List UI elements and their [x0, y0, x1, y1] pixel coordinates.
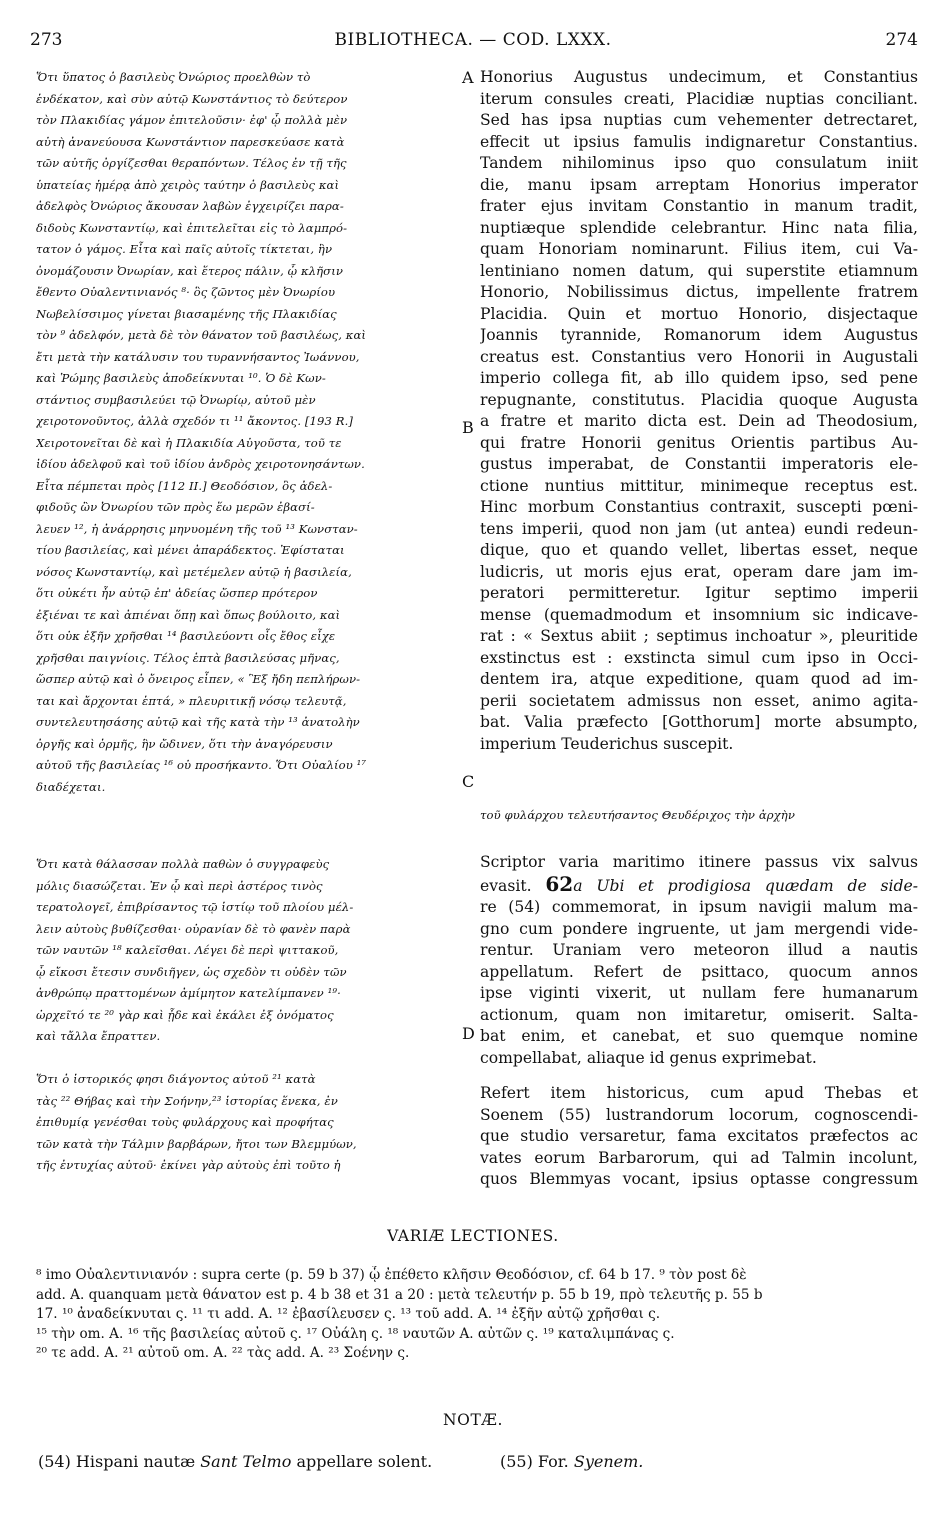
note-55 — [500, 1452, 643, 1471]
greek-line: τῶν αὐτῆς ὀργίζεσθαι θεραπόντων. Τέλος ἐν τῇ τῆς — [36, 156, 347, 170]
margin-marker-d: D — [462, 1024, 475, 1043]
greek-line: Ὅτι ὁ ἱστορικός φησι διάγοντος αὐτοῦ ²¹ κατὰ — [36, 1072, 316, 1086]
greek-line: ἐπιθυμίᾳ γενέσθαι τοὺς φυλάρχους καὶ προφήτας — [36, 1115, 334, 1129]
latin-line: Joannis tyrannide, Romanorum idem Augustus — [480, 326, 918, 344]
variant-reading-line: ²⁰ τε add. A. ²¹ αὐτοῦ om. A. ²² τὰς add. A. ²³ Σοένην ς. — [36, 1345, 410, 1361]
latin-line: quam Honoriam nominarunt. Filius item, cui Va- — [480, 240, 918, 258]
greek-line: τὰς ²² Θήβας καὶ τὴν Σοήνην,²³ ἱστορίας ἕνεκα, ἐν — [36, 1093, 338, 1108]
latin-line: que studio versaretur, fama excitatos præfectos ac — [480, 1127, 918, 1145]
greek-line: αὐτὴ ἀνανεύουσα Κωνστάντιον παρεσκεύασε κατὰ — [36, 134, 345, 149]
latin-line: Refert item historicus, cum apud Thebas et — [480, 1084, 918, 1102]
variant-reading-line: ¹⁵ τὴν om. A. ¹⁶ τῆς βασιλείας αὐτοῦ ς. ¹⁷ Οὐάλη ς. ¹⁸ ναυτῶν A. αὐτῶν ς. ¹⁹ καταλιμπάνας ς. — [36, 1325, 675, 1342]
greek-column-top — [36, 67, 458, 798]
latin-line: re (54) commemorat, in ipsum navigii malum ma- — [480, 898, 918, 916]
latin-line: Honorio, Nobilissimus dictus, impellente fratrem — [480, 283, 918, 301]
greek-line: χειροτονοῦντος, ἀλλὰ σχεδόν τι ¹¹ ἄκοντος. [193 R.] — [36, 414, 353, 428]
latin-line: compellabat, aliaque id genus exprimebat. — [480, 1048, 817, 1067]
greek-line: ὀργῆς καὶ ὁρμῆς, ἣν ὤδινεν, ὅτι τὴν ἀναγόρευσιν — [36, 736, 333, 751]
latin-text: evasit. — [480, 876, 532, 895]
greek-line: ἐξιέναι τε καὶ ἀπιέναι ὅπῃ καὶ ὅπως βούλοιτο, καὶ — [36, 607, 341, 622]
greek-line: ἰδίου ἀδελφοῦ καὶ τοῦ ἰδίου ἀνδρὸς χειροτονησάντων. — [36, 457, 365, 471]
page-number-right: 274 — [885, 30, 918, 50]
latin-line: imperium Teuderichus suscepit. — [480, 734, 734, 753]
greek-line: διδοὺς Κωνσταντίῳ, καὶ ἐπιτελεῖται εἰς τὸ λαμπρό- — [36, 220, 348, 235]
greek-line: ὠρχεῖτό τε ²⁰ γὰρ καὶ ᾖδε καὶ ἐκάλει ἐξ ὀνόματος — [36, 1007, 334, 1022]
latin-line: gno cum pondere ingruente, ut jam mergendi vide- — [480, 919, 918, 938]
greek-line: ὥσπερ αὐτῷ καὶ ὁ ὄνειρος εἶπεν, « Ἓξ ἤδη πεπλήρων- — [36, 672, 361, 686]
latin-line: dique, quo et quando vellet, libertas esset, neque — [480, 541, 918, 559]
greek-line: τὸν ⁹ ἀδελφόν, μετὰ δὲ τὸν θάνατον τοῦ βασιλέως, καὶ — [36, 328, 367, 342]
greek-line: στάντιος συμβασιλεύει τῷ Ὀνωρίῳ, αὐτοῦ μὲν — [36, 392, 316, 407]
greek-line: διαδέχεται. — [36, 779, 106, 794]
latin-column-top — [480, 67, 918, 755]
greek-line: τῶν κατὰ τὴν Τάλμιν βαρβάρων, ἤτοι των Βλεμμύων, — [36, 1136, 357, 1151]
greek-line: ἔθεντο Οὐαλεντινιανός ⁸· ὃς ζῶντος μὲν Ὀνωρίου — [36, 285, 336, 299]
section-number: 62 — [545, 873, 574, 896]
greek-line: μόλις διασώζεται. Ἐν ᾧ καὶ περὶ ἀστέρος τινὸς — [36, 878, 323, 893]
greek-line: αὐτοῦ τῆς βασιλείας ¹⁶ οὐ προσήκαντο. Ὅτι Οὐαλίου ¹⁷ — [36, 758, 367, 772]
latin-line: gustus imperabat, de Constantii imperatoris ele- — [480, 455, 918, 473]
latin-line: quos Blemmyas vocant, ipsius optasse congressum — [480, 1170, 918, 1188]
page-number-left: 273 — [30, 30, 63, 50]
latin-line: Hinc morbum Constantius contraxit, suscepti pœni- — [480, 498, 918, 516]
page-header — [0, 30, 946, 56]
note-text: appellare solent. — [296, 1452, 433, 1471]
greek-line: ται καὶ ἄρχονται ἑπτά, » πλευριτικῇ νόσῳ τελευτᾷ, — [36, 693, 347, 708]
latin-line: mense (quemadmodum et insomnium sic indicave- — [480, 605, 918, 624]
latin-line: Placidia. Quin et mortuo Honorio, disjectaque — [480, 304, 918, 323]
greek-line: ὅτι οὐκέτι ἦν αὐτῷ ἐπ' ἀδείας ὥσπερ πρότερον — [36, 586, 318, 600]
greek-line: ὑπατείας ἡμέρᾳ ἀπὸ χειρὸς ταύτην ὁ βασιλεὺς καὶ — [36, 177, 340, 192]
latin-line: rentur. Uraniam vero meteoron illud a nautis — [480, 941, 918, 959]
latin-line: bat enim, et canebat, et suo quemque nomine — [480, 1027, 918, 1045]
greek-line: Ὅτι κατὰ θάλασσαν πολλὰ παθὼν ὁ συγγραφεὺς — [36, 857, 330, 871]
variant-reading-line: ⁸ imo Οὐαλεντινιανόν : supra certe (p. 59 b 37) ᾧ ἐπέθετο κλῆσιν Θεοδόσιον, cf. 64 b 17. ⁹ τὸν post δὲ — [36, 1267, 747, 1283]
greek-line: τατον ὁ γάμος. Εἶτα καὶ παῖς αὐτοῖς τίκτεται, ἣν — [36, 242, 333, 256]
latin-line: qui fratre Honorii genitus Orientis partibus Au- — [480, 433, 918, 452]
greek-line: χρῆσθαι παιγνίοις. Τέλος ἑπτὰ βασιλεύσας μῆνας, — [36, 650, 340, 665]
note-54 — [38, 1452, 432, 1471]
greek-line: συντελευτησάσης αὐτῷ καὶ τῆς κατὰ τὴν ¹³ ἀνατολὴν — [36, 715, 360, 729]
note-italic: Syenem. — [573, 1452, 644, 1471]
greek-line: ἔτι μετὰ τὴν κατάλυσιν του τυραννήσαντος Ἰωάννου, — [36, 349, 360, 364]
latin-line: Scriptor varia maritimo itinere passus vix salvus — [480, 853, 918, 871]
greek-line: Εἶτα πέμπεται πρὸς [112 II.] Θεοδόσιον, ὃς ἀδελ- — [36, 478, 333, 493]
latin-line: rat : « Sextus abiit ; septimus inchoatur », pleuritide — [480, 627, 918, 645]
latin-line: vates eorum Barbarorum, qui ad Talmin incolunt, — [480, 1148, 918, 1167]
greek-line: ἀνθρώπῳ πραττομένων ἀμίμητον κατελίμπανεν ¹⁹· — [36, 986, 341, 1000]
greek-line: ὅτι οὐκ ἐξῆν χρῆσθαι ¹⁴ βασιλεύοντι οἷς ἔθος εἶχε — [36, 629, 336, 643]
latin-line: bat. Valia præfecto [Gotthorum] morte absumpto, — [480, 713, 918, 731]
latin-line: actionum, quam non imitaretur, omiserit. Salta- — [480, 1005, 918, 1024]
latin-line: perii societatem admissus non esset, animo agita- — [480, 691, 918, 710]
latin-line: appellatum. Refert de psittaco, quocum annos — [480, 962, 918, 981]
greek-line: τὸν Πλακιδίας γάμον ἐπιτελοῦσιν· ἐφ' ᾧ πολλὰ μὲν — [36, 113, 348, 127]
greek-line: καὶ τἄλλα ἔπραττεν. — [36, 1029, 161, 1043]
note-italic: Sant Telmo — [200, 1452, 292, 1471]
latin-line: creatus est. Constantius vero Honorii in Augustali — [480, 347, 918, 366]
latin-line: peratori permitteretur. Igitur septimo imperii — [480, 584, 918, 602]
latin-line: frater ejus invitam Constantio in manum tradit, — [480, 197, 918, 215]
greek-line: Χειροτονεῖται δὲ καὶ ἡ Πλακιδία Αὐγοῦστα, τοῦ τε — [36, 435, 342, 450]
greek-continuation — [480, 805, 920, 827]
latin-text: a Ubi et prodigiosa quædam de side- — [573, 876, 918, 895]
latin-line: tens imperii, quod non jam (ut antea) eundi redeun- — [480, 519, 918, 538]
margin-marker-c: C — [462, 772, 475, 791]
greek-line: νόσος Κωνσταντίῳ, καὶ μετέμελεν αὐτῷ ἡ βασιλεία, — [36, 564, 352, 579]
variae-lectiones — [36, 1266, 922, 1364]
latin-column-bottom — [480, 1083, 918, 1191]
running-title: BIBLIOTHECA. — COD. LXXX. — [334, 30, 612, 50]
variant-reading-line: add. A. quanquam μετὰ θάνατον est p. 4 b 38 et 31 a 20 : μετὰ τελευτήν p. 55 b 19, πρὸ τελευτῆς p. 55 b — [36, 1286, 763, 1303]
greek-line: τῶν ναυτῶν ¹⁸ καλεῖσθαι. Λέγει δὲ περὶ ψιττακοῦ, — [36, 943, 339, 957]
latin-line-section-62 — [480, 874, 918, 898]
latin-line: ludicris, ut moris ejus erat, operam dare jam im- — [480, 562, 918, 581]
latin-line: ipse viginti vixerit, ut nullam fere humanarum — [480, 984, 918, 1002]
variae-lectiones-title: VARIÆ LECTIONES. — [387, 1227, 559, 1245]
greek-line: φιδοῦς ὢν Ὀνωρίου τῶν πρὸς ἕω μερῶν ἐβασί- — [36, 500, 315, 514]
latin-line: nuptiæque splendide celebrantur. Hinc nata filia, — [480, 218, 918, 237]
notae-title: NOTÆ. — [442, 1411, 504, 1429]
latin-line: a fratre et marito dicta est. Dein ad Theodosium, — [480, 412, 918, 430]
variant-reading-line: 17. ¹⁰ ἀναδείκνυται ς. ¹¹ τι add. A. ¹² ἐβασίλευσεν ς. ¹³ τοῦ add. A. ¹⁴ ἐξῆν αὐτῷ χρῆσθαι ς. — [36, 1306, 661, 1322]
latin-line: ctione nuntius mittitur, minimeque receptus est. — [480, 476, 918, 495]
margin-marker-a: A — [462, 68, 474, 87]
latin-line: iterum consules creati, Placidiæ nuptias conciliant. — [480, 89, 918, 108]
greek-line: Νωβελίσσιμος γίνεται βιασαμένης τῆς Πλακιδίας — [36, 306, 337, 321]
greek-line: καὶ Ῥώμης βασιλεὺς ἀποδείκνυται ¹⁰. Ὁ δὲ Κων- — [36, 371, 326, 385]
greek-line: τερατολογεῖ, ἐπιβρίσαντος τῷ ἱστίῳ τοῦ πλοίου μέλ- — [36, 900, 354, 914]
greek-line: ὀνομάζουσιν Ὀνωρίαν, καὶ ἕτερος πάλιν, ᾧ κλῆσιν — [36, 263, 343, 278]
greek-line: Ὅτι ὕπατος ὁ βασιλεὺς Ὀνώριος προελθὼν τὸ — [36, 70, 311, 84]
latin-line: repugnante, constitutus. Placidia quoque Augusta — [480, 390, 918, 409]
latin-line: effecit ut ipsius famulis indignaretur Constantius. — [480, 132, 918, 151]
greek-line: τοῦ φυλάρχου τελευτήσαντος Θευδέριχος τὴν ἀρχὴν — [480, 808, 795, 822]
latin-column-mid — [480, 852, 918, 1069]
greek-line: λειν αὐτοὺς βυθίζεσθαι· οὐρανίαν δὲ τὸ φανὲν παρὰ — [36, 921, 351, 936]
greek-line: λευεν ¹², ἡ ἀνάρρησις μηνυομένη τῆς τοῦ ¹³ Κωνσταν- — [36, 521, 358, 536]
greek-column-bottom — [36, 1069, 458, 1177]
greek-column-mid — [36, 854, 458, 1048]
latin-line: lentiniano nomen datum, qui superstite etiamnum — [480, 261, 918, 280]
latin-line: Soenem (55) lustrandorum locorum, cognoscendi- — [480, 1105, 918, 1124]
note-text: (54) Hispani nautæ — [38, 1452, 196, 1471]
greek-line: ᾧ εἴκοσι ἔτεσιν συνδιῆγεν, ὡς σχεδὸν τι οὐδὲν τῶν — [36, 964, 347, 979]
greek-line: ἀδελφὸς Ὀνώριος ἄκουσαν λαβὼν ἐγχειρίζει παρα- — [36, 199, 344, 213]
latin-line: Tandem nihilominus ipso quo consulatum iniit — [480, 154, 918, 172]
latin-line: Sed has ipsa nuptias cum vehementer detrectaret, — [480, 111, 918, 129]
greek-line: ἑνδέκατον, καὶ σὺν αὐτῷ Κωνστάντιος τὸ δεύτερον — [36, 91, 348, 106]
latin-line: Honorius Augustus undecimum, et Constantius — [480, 68, 918, 86]
latin-line: die, manu ipsam arreptam Honorius imperator — [480, 175, 918, 194]
latin-line: exstinctus est : exstincta simul cum ipso in Occi- — [480, 648, 918, 667]
latin-line: imperio collega fit, ab illo quidem ipso, sed pene — [480, 369, 918, 387]
greek-line: τῆς ἐντυχίας αὐτοῦ· ἐκίνει γὰρ αὐτοὺς ἐπὶ τοῦτο ἡ — [36, 1158, 341, 1172]
greek-line: τίου βασιλείας, καὶ μένει ἀπαράδεκτος. Ἐφίσταται — [36, 543, 345, 557]
latin-line: dentem ira, atque expeditione, quam quod ad im- — [480, 670, 918, 688]
margin-marker-b: B — [462, 418, 474, 437]
note-text: (55) For. — [500, 1452, 569, 1471]
